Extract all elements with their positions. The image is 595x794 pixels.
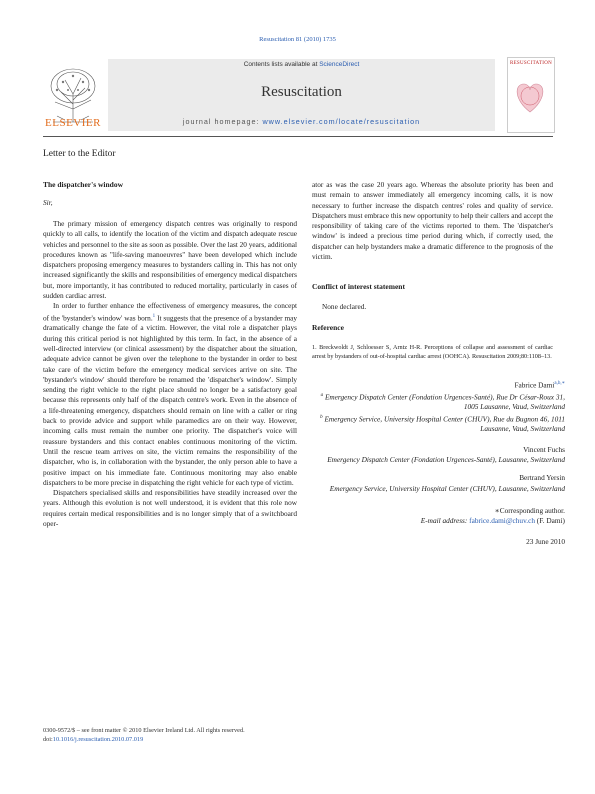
sciencedirect-link[interactable]: ScienceDirect	[319, 61, 360, 68]
footer	[43, 726, 245, 744]
article-title: The dispatcher's window	[43, 180, 124, 189]
conflict-heading: Conflict of interest statement	[312, 282, 405, 291]
author-name: Bertrand Yersin	[519, 473, 565, 483]
affiliation-b: $^b$ Emergency Service, University Hospital Center (CHUV), Rue du Bugnon 46, 1011 Lausanne, Vaud, Switzerland	[320, 414, 565, 434]
section-label: Letter to the Editor	[43, 149, 116, 159]
reference-heading: Reference	[312, 323, 344, 332]
salutation: Sir,	[43, 198, 53, 207]
contents-line: Contents lists available at ScienceDirect	[243, 61, 360, 68]
body-right-column	[312, 180, 553, 262]
affiliation: Emergency Dispatch Center (Fondation Urgences-Santé), Lausanne, Switzerland	[327, 455, 565, 465]
body-paragraph: Dispatchers specialised skills and responsibilities have steadily increased over the years. Although this evolution is not well understood, it is evident that this role now requires certain medical responsibilities and is no longer simply that of a switchboard oper-	[43, 488, 297, 529]
publisher-wordmark: ELSEVIER	[45, 117, 101, 129]
body-paragraph: The primary mission of emergency dispatch centres was originally to respond quickly to all calls, to identify the location of the victim and dispatch adequate rescue vehicles and personnel to the site as soon as possible. Over the last 20 years, additional procedures known as "life-saving manoeuvres" have been developed which include dispatchers proposing emergency measures to bystanders calling in. This has not only increased significantly the skills and responsibilities of emergency medical dispatchers but, more importantly, it has contributed to reduced mortality, particularly in cases of sudden cardiac arrest.	[43, 219, 297, 301]
affiliation-a: $^a$ Emergency Dispatch Center (Fondation Urgences-Santé), Rue Dr César-Roux 31, 1005 Lausanne, Vaud, Switzerland	[320, 392, 565, 412]
body-left-column	[43, 219, 297, 529]
reference-link[interactable]: 1	[152, 313, 156, 319]
body-paragraph: ator as was the case 20 years ago. Whereas the absolute priority has been and must remain to answer immediately all emergency incoming calls, it is now necessary to further increase the dispatch centres' roles and quality of service. Dispatchers must embrace this new opportunity to help their callers and accept the responsibility of taking care of the victims reported to them. The 'dispatcher's window' is indeed a precious time period during which, if correctly used, the dispatcher can help bystanders make a dramatic difference to the prognosis of the victim.	[312, 180, 553, 262]
doi-line: doi:10.1016/j.resuscitation.2010.07.019	[43, 736, 144, 743]
author-name: Fabrice Dami$^{a,b,∗}$	[514, 380, 565, 390]
author-block	[312, 379, 565, 547]
journal-homepage: journal homepage: www.elsevier.com/locate/resuscitation	[182, 117, 421, 126]
letter-date: 23 June 2010	[526, 536, 565, 546]
journal-citation[interactable]: Resuscitation 81 (2010) 1735	[259, 36, 336, 43]
reference-item: 1. Breckwoldt J, Schloesser S, Arntz H-R. Perceptions of collapse and assessment of cardiac arrest by bystanders of out-of-hospital cardiac arrest (OOHCA). Resuscitation 2009;80:1108–13.	[312, 344, 553, 360]
conflict-text: None declared.	[322, 302, 367, 311]
cover-title: RESUSCITATION	[509, 61, 553, 66]
homepage-link[interactable]: www.elsevier.com/locate/resuscitation	[262, 117, 421, 126]
corresponding-note: ∗Corresponding author.	[494, 505, 565, 515]
body-paragraph: In order to further enhance the effectiveness of emergency measures, the concept of the 'bystander's window' was born.$^1$ It suggests that the presence of a bystander may dramatically change the fate of a victim. However, the vital role a dispatcher plays during this critical period is not highlighted by this term. In fact, in the absence of a well-directed interview (or clinical assessment) by the dispatcher about the situation, adequate advice cannot be given over the telephone to the bystander in order to best take care of the victim before the emergency medical services arrive on site. The 'bystander's window' should therefore be renamed the 'dispatcher's window'. Simply sending the right vehicle to the right place should no longer be a satisfactory goal because this represents only half of the dispatch centre's work. Even in the absence of a life-threatening emergency, dispatchers should remain on line with a caller or ring back to provide advice and support while paramedics are on their way. However, incoming calls must remain the number one priority. The dispatcher's voice will reassure bystanders and this contact enables continuous monitoring of the victim. Until the rescue team arrives on site, the victim remains the responsibility of the dispatcher, who is, in collaboration with the bystander, the only person able to have a positive impact on his immediate fate. Continuous monitoring may also enable dispatchers to be more precise in dispatching the right vehicle for each type of victim.	[43, 301, 298, 487]
author-name: Vincent Fuchs	[523, 444, 565, 454]
email-link[interactable]: fabrice.dami@chuv.ch	[469, 516, 535, 526]
cover-heart-icon	[508, 66, 552, 122]
affiliation: Emergency Service, University Hospital Center (CHUV), Lausanne, Switzerland	[329, 483, 565, 493]
copyright-line: 0300-9572/$ – see front matter © 2010 Elsevier Ireland Ltd. All rights reserved.	[43, 727, 245, 734]
masthead-rule	[43, 136, 553, 137]
journal-cover-thumbnail	[507, 57, 555, 133]
email-line: E-mail address: fabrice.dami@chuv.ch (F. Dami)	[420, 516, 565, 526]
journal-title: Resuscitation	[261, 84, 342, 100]
doi-link[interactable]: 10.1016/j.resuscitation.2010.07.019	[52, 736, 144, 743]
